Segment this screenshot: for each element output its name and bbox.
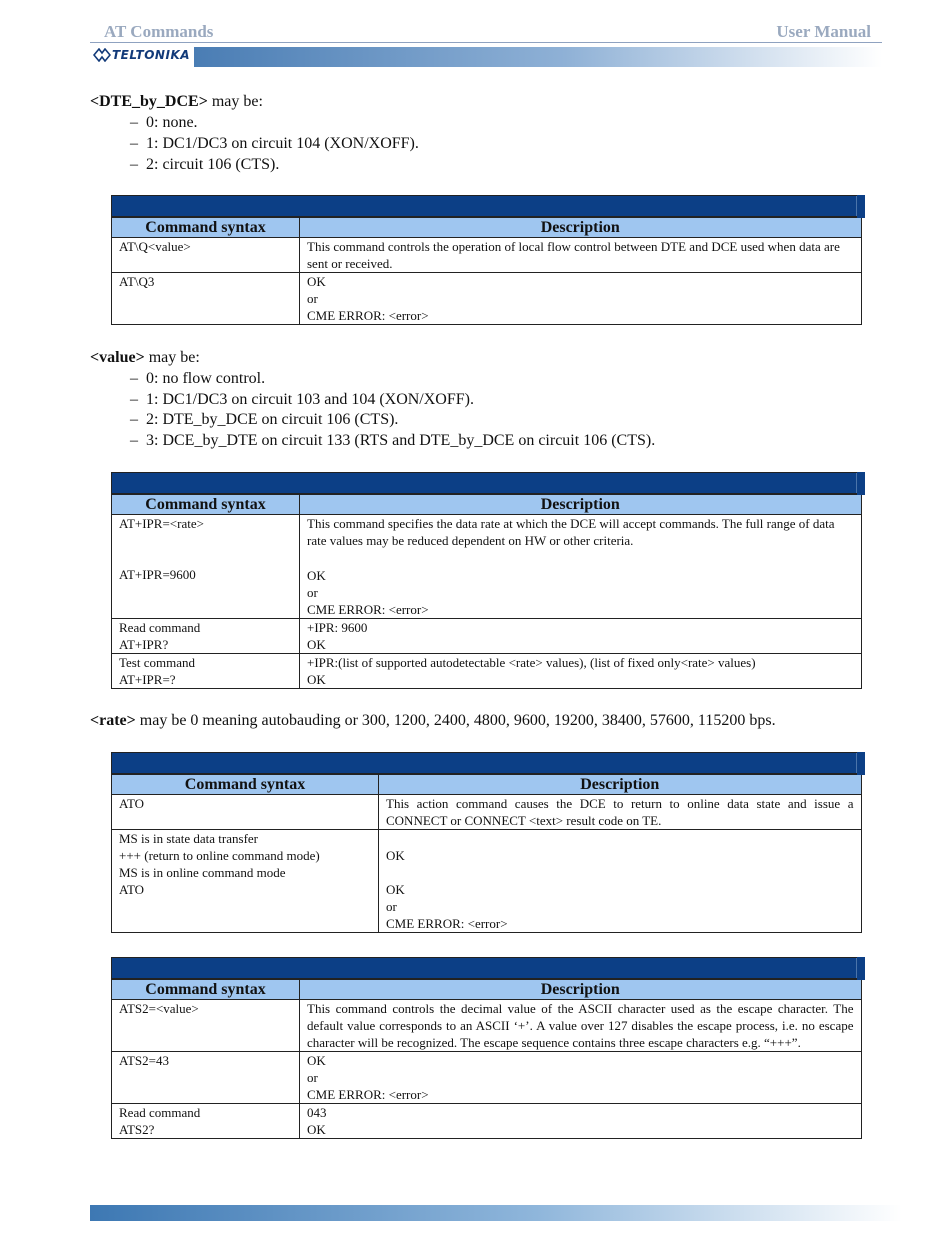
dte-item: – 0: none.: [130, 114, 198, 131]
value-item: – 3: DCE_by_DTE on circuit 133 (RTS and DTE_by_DCE on circuit 106 (CTS).: [130, 432, 656, 449]
table-row: [112, 1052, 862, 1104]
description-cell: 043 OK: [300, 1104, 862, 1139]
syntax-cell: AT\Q3: [112, 273, 300, 325]
table-row: [112, 795, 862, 830]
rate-rest: may be 0 meaning autobauding or 300, 1200, 2400, 4800, 9600, 19200, 38400, 57600, 115200 bps.: [135, 712, 776, 729]
table-header-row: [112, 774, 862, 795]
table-title-bar: [112, 473, 862, 495]
command-table-2: [111, 472, 865, 689]
table-row: [112, 1000, 862, 1052]
header-command-syntax: Command syntax: [112, 217, 300, 238]
dte-term: <DTE_by_DCE>: [90, 93, 208, 110]
header-title-left: AT Commands: [104, 22, 214, 41]
value-item-text: 1: DC1/DC3 on circuit 103 and 104 (XON/XOFF).: [146, 391, 474, 408]
description-cell: +IPR:(list of supported autodetectable <rate> values), (list of fixed only<rate> values) OK: [300, 654, 862, 689]
dte-item-text: 0: none.: [146, 114, 198, 131]
dte-item: – 2: circuit 106 (CTS).: [130, 156, 280, 173]
table-row: [112, 654, 862, 689]
description-cell: This command specifies the data rate at which the DCE will accept commands. The full range of data rate values may be reduced dependent on HW or other criteria. OK or CME ERROR: <error>: [300, 515, 862, 619]
value-item: – 2: DTE_by_DCE on circuit 106 (CTS).: [130, 411, 399, 428]
command-table-3: [111, 752, 865, 933]
teltonika-logo-icon: [93, 48, 111, 62]
description-cell: +IPR: 9600 OK: [300, 619, 862, 654]
table-row: [112, 830, 862, 933]
syntax-cell: Read command ATS2?: [112, 1104, 300, 1139]
table-row: [112, 619, 862, 654]
description-cell: This command controls the operation of local flow control between DTE and DCE used when data are sent or received.: [300, 238, 862, 273]
value-item: – 1: DC1/DC3 on circuit 103 and 104 (XON/XOFF).: [130, 391, 474, 408]
dte-item-text: 2: circuit 106 (CTS).: [146, 156, 280, 173]
header-rule: [90, 42, 882, 43]
syntax-cell: ATO: [112, 795, 379, 830]
value-item-text: 0: no flow control.: [146, 370, 266, 387]
description-cell: This action command causes the DCE to return to online data state and issue a CONNECT or CONNECT <text> result code on TE.: [379, 795, 862, 830]
value-term: <value>: [90, 349, 145, 366]
table-title-bar: [112, 196, 862, 218]
table-row: [112, 273, 862, 325]
syntax-cell: ATS2=<value>: [112, 1000, 300, 1052]
syntax-cell: AT+IPR=<rate> AT+IPR=9600: [112, 515, 300, 619]
command-table-4: [111, 957, 865, 1139]
command-table-1: [111, 195, 865, 325]
footer-band: [90, 1205, 902, 1221]
header-band: [90, 47, 882, 67]
description-cell: OK or CME ERROR: <error>: [300, 273, 862, 325]
table-row: [112, 238, 862, 273]
table-header-row: [112, 494, 862, 515]
rate-paragraph: [90, 711, 776, 731]
table-row: [112, 1104, 862, 1139]
table-title-bar: [112, 958, 862, 980]
logo-text: TELTONIKA: [112, 48, 191, 62]
dte-item: – 1: DC1/DC3 on circuit 104 (XON/XOFF).: [130, 135, 419, 152]
table-title-bar: [112, 753, 862, 775]
table-header-row: [112, 217, 862, 238]
description-cell: OK OK or CME ERROR: <error>: [379, 830, 862, 933]
header-description: Description: [300, 217, 862, 238]
header-command-syntax: Command syntax: [112, 774, 379, 795]
value-rest: may be:: [144, 349, 200, 366]
syntax-cell: Read command AT+IPR?: [112, 619, 300, 654]
header-title-right: User Manual: [776, 22, 871, 41]
syntax-cell: AT\Q<value>: [112, 238, 300, 273]
dte-paragraph: [90, 92, 263, 112]
header-description: Description: [379, 774, 862, 795]
header-command-syntax: Command syntax: [112, 979, 300, 1000]
description-cell: OK or CME ERROR: <error>: [300, 1052, 862, 1104]
value-item: – 0: no flow control.: [130, 370, 266, 387]
value-paragraph: [90, 348, 200, 368]
syntax-cell: Test command AT+IPR=?: [112, 654, 300, 689]
table-row: [112, 515, 862, 619]
rate-term: <rate>: [90, 712, 136, 729]
value-item-text: 3: DCE_by_DTE on circuit 133 (RTS and DTE_by_DCE on circuit 106 (CTS).: [146, 432, 656, 449]
teltonika-logo: [93, 48, 190, 62]
header-description: Description: [300, 494, 862, 515]
syntax-cell: MS is in state data transfer +++ (return to online command mode) MS is in online command mode ATO: [112, 830, 379, 933]
table-header-row: [112, 979, 862, 1000]
syntax-cell: ATS2=43: [112, 1052, 300, 1104]
value-item-text: 2: DTE_by_DCE on circuit 106 (CTS).: [146, 411, 399, 428]
description-cell: This command controls the decimal value of the ASCII character used as the escape character. The default value corresponds to an ASCII ‘+’. A value over 127 disables the escape process, i.e. no escape character will be recognized. The escape sequence contains three escape characters e.g. “+++”.: [300, 1000, 862, 1052]
header-description: Description: [300, 979, 862, 1000]
dte-rest: may be:: [207, 93, 263, 110]
header-command-syntax: Command syntax: [112, 494, 300, 515]
dte-item-text: 1: DC1/DC3 on circuit 104 (XON/XOFF).: [146, 135, 419, 152]
